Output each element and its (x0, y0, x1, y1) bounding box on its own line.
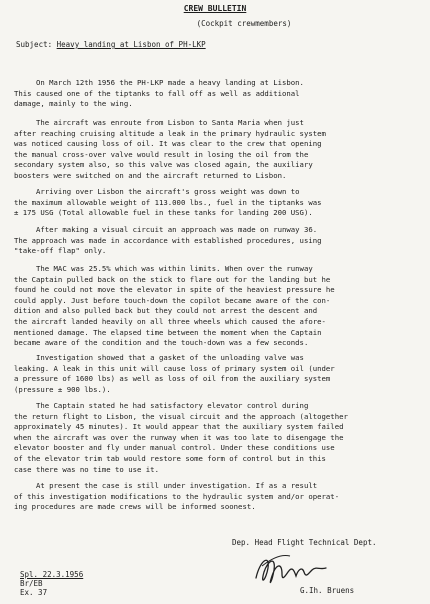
text-line: secondary system also, so this valve was closed again, the auxiliary (14, 160, 313, 170)
text-line: The MAC was 25.5% which was within limits. When over the runway (14, 264, 313, 273)
text-line: after reaching cruising altitude a leak in the primary hydraulic system (14, 128, 326, 138)
text-line: Arriving over Lisbon the aircraft's gross weight was down to (14, 187, 300, 196)
text-line: the manual cross-over valve would result in losing the oil from the (14, 149, 309, 159)
text-line: "take-off flap" only. (14, 246, 107, 256)
text-line: At present the case is still under investigation. If as a result (14, 481, 318, 490)
text-line: (pressure ± 900 lbs.). (14, 384, 111, 394)
text-line: On March 12th 1956 the PH-LKP made a heavy landing at Lisbon. (14, 78, 304, 87)
text-line: ± 175 USG (Total allowable fuel in these tanks for landing 200 USG). (14, 208, 313, 218)
text-line: mentioned damage. The elapsed time between the moment when the Captain (14, 327, 322, 337)
text-line: dition and also pulled back but they could not arrest the descent and (14, 306, 318, 316)
text-line: became aware of the condition and the touch-down was a few seconds. (14, 338, 309, 348)
text-line: was noticed causing loss of oil. It was clear to the crew that opening (14, 139, 322, 149)
subject-label: Subject: (16, 40, 53, 49)
text-line: found he could not move the elevator in spite of the heaviest pressure he (14, 285, 335, 295)
paragraph-1 (14, 78, 424, 110)
text-line: damage, mainly to the wing. (14, 99, 133, 109)
text-line: boosters were switched on and the aircraft returned to Lisbon. (14, 170, 287, 180)
subject-line (16, 40, 206, 51)
paragraph-7 (14, 401, 424, 475)
bulletin-title: CREW BULLETIN (183, 4, 247, 13)
header (0, 4, 430, 29)
text-line: the Captain pulled back on the stick to flare out for the landing but he (14, 274, 331, 284)
subject-text: Heavy landing at Lisbon of PH-LKP (56, 40, 206, 49)
text-line: After making a visual circuit an approach was made on runway 36. (14, 225, 318, 234)
text-line: could apply. Just before touch-down the copilot became aware of the con- (14, 295, 331, 305)
text-line: This caused one of the tiptanks to fall off as well as additional (14, 88, 300, 98)
reference-block (20, 571, 83, 597)
text-line: ing procedures are made crews will be informed soonest. (14, 502, 256, 512)
text-line: The approach was made in accordance with established procedures, using (14, 235, 322, 245)
department-line: Dep. Head Flight Technical Dept. (232, 538, 377, 547)
text-line: leaking. A leak in this unit will cause loss of primary system oil (under (14, 363, 335, 373)
text-line: of this investigation modifications to the hydraulic system and/or operat- (14, 491, 340, 501)
paragraph-2 (14, 118, 424, 182)
paragraph-3 (14, 187, 424, 219)
paragraph-6 (14, 353, 424, 395)
signer-name: G.Ih. Bruens (300, 586, 355, 595)
text-line: The aircraft was enroute from Lisbon to Santa Maria when just (14, 118, 304, 127)
text-line: The Captain stated he had satisfactory elevator control during (14, 401, 309, 410)
text-line: approximately 45 minutes). It would appear that the auxiliary system failed (14, 422, 344, 432)
text-line: the aircraft landed heavily on all three wheels which caused the afore- (14, 316, 326, 326)
text-line: Investigation showed that a gasket of the unloading valve was (14, 353, 304, 362)
reference-initials: Br/EB (20, 578, 43, 588)
text-line: of the elevator trim tab would restore some form of control but in this (14, 453, 326, 463)
reference-date: Spl. 22.3.1956 (20, 570, 84, 579)
paragraph-4 (14, 225, 424, 257)
paragraph-5 (14, 264, 424, 349)
reference-copy: Ex. 37 (20, 587, 48, 597)
text-line: the maximum allowable weight of 113.000 lbs., fuel in the tiptanks was (14, 197, 322, 207)
paragraph-8 (14, 481, 424, 513)
text-line: elevator booster and fly under manual control. Under these conditions use (14, 443, 335, 453)
bulletin-subtitle: (Cockpit crewmembers) (196, 18, 292, 28)
text-line: case there was no time to use it. (14, 464, 159, 474)
text-line: the return flight to Lisbon, the visual circuit and the approach (altogether (14, 411, 348, 421)
text-line: when the aircraft was over the runway when it was too late to disengage the (14, 432, 344, 442)
text-line: a pressure of 1600 lbs) as well as loss of oil from the auxiliary system (14, 374, 331, 384)
